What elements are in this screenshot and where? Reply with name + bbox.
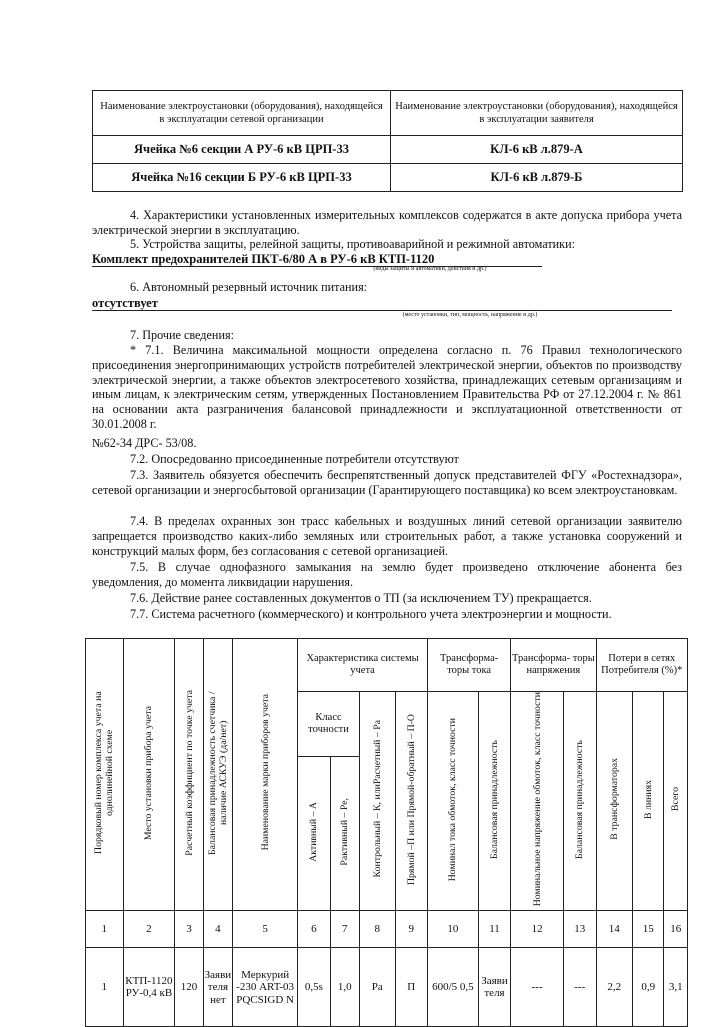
section-6-value: отсутствует <box>92 296 672 311</box>
section-5-title: 5. Устройства защиты, релейной защиты, противоаварийной и режимной автоматики: <box>130 237 576 251</box>
cell-loss-transformers: 2,2 <box>596 948 633 1027</box>
header-network: Наименование электроустановки (оборудования), находящейся в эксплуатации сетевой организации <box>93 91 391 136</box>
col-header-2: Место установки прибора учета <box>123 639 175 911</box>
section-7-5: 7.5. В случае однофазного замыкания на землю будет произведено отключение абонента без уведомления, до момента ликвидации нарушения. <box>92 560 682 589</box>
col-number: 9 <box>395 911 428 948</box>
col-header-15: В линиях <box>633 692 664 911</box>
section-5-hint: (виды защиты и автоматики, действия и др.) <box>373 266 487 272</box>
section-6-hint: (место установки, тип, мощность, напряжение и др.) <box>402 312 538 318</box>
col-header-8: Контрольный – К, илиРасчетный – Ра <box>359 692 395 911</box>
applicant-cell: КЛ-6 кВ л.879-Б <box>391 164 683 192</box>
section-7-1-number: №62-34 ДРС- 53/08. <box>92 436 197 450</box>
cell-ct-ownership: Заяви теля <box>478 948 510 1027</box>
section-7-3: 7.3. Заявитель обязуется обеспечить беспрепятственный допуск представителей ФГУ «Ростехнадзора», сетевой организации и энергосбытовой организации (Гарантирующего поставщика) ко всем электроустановкам. <box>92 468 682 497</box>
cell-ownership: Заяви теля нет <box>203 948 232 1027</box>
col-header-4: Балансовая принадлежность счетчика / наличие АСКУЭ (да/нет) <box>203 639 232 911</box>
col-number: 13 <box>564 911 596 948</box>
col-number: 4 <box>203 911 232 948</box>
group-header-characteristics: Характеристика системы учета <box>298 639 428 692</box>
col-header-11: Балансовая принадлежность <box>478 692 510 911</box>
col-number: 2 <box>123 911 175 948</box>
cell-ct-rating: 600/5 0,5 <box>428 948 479 1027</box>
col-number: 7 <box>330 911 359 948</box>
col-number: 1 <box>86 911 124 948</box>
col-number: 5 <box>233 911 298 948</box>
col-header-6: Активный – А <box>298 757 330 911</box>
section-6-title: 6. Автономный резервный источник питания: <box>130 280 368 294</box>
col-number: 11 <box>478 911 510 948</box>
network-cell: Ячейка №6 секции А РУ-6 кВ ЦРП-33 <box>93 136 391 164</box>
cell-meter-type: Ра <box>359 948 395 1027</box>
section-7-1: * 7.1. Величина максимальной мощности определена согласно п. 76 Правил технологического присоединения энергопринимающих устройств потребителей электрической энергии, объектов по производству электрической энергии, а также объектов электросетевого хозяйства, принадлежащих сетевым организациям и иным лицам, к электрическим сетям, утвержденных Постановлением Правительства РФ от 27.12.2004 г. № 861 на основании акта разграничения балансовой принадлежности и эксплуатационной ответственности от 30.01.2008 г. <box>92 343 682 431</box>
col-header-10: Номинал тока обмоток, класс точности <box>428 692 479 911</box>
cell-loss-lines: 0,9 <box>633 948 664 1027</box>
col-number: 16 <box>664 911 688 948</box>
cell-meter-model: Меркурий -230 ART-03 PQCSIGD N <box>233 948 298 1027</box>
section-7-title: 7. Прочие сведения: <box>130 328 234 342</box>
header-applicant: Наименование электроустановки (оборудования), находящейся в эксплуатации заявителя <box>391 91 683 136</box>
network-cell: Ячейка №16 секции Б РУ-6 кВ ЦРП-33 <box>93 164 391 192</box>
applicant-cell: КЛ-6 кВ л.879-А <box>391 136 683 164</box>
table-row <box>93 136 683 164</box>
cell-active-class: 0,5s <box>298 948 330 1027</box>
col-number: 10 <box>428 911 479 948</box>
table-row <box>86 948 688 1027</box>
col-number: 15 <box>633 911 664 948</box>
section-4: 4. Характеристики установленных измерительных комплексов содержатся в акте допуска прибора учета электрической энергии в эксплуатацию. <box>92 208 682 237</box>
cell-loss-total: 3,1 <box>664 948 688 1027</box>
cell-vt-rating: --- <box>511 948 564 1027</box>
col-number: 14 <box>596 911 633 948</box>
cell-vt-ownership: --- <box>564 948 596 1027</box>
col-number: 6 <box>298 911 330 948</box>
col-header-14: В трансформаторах <box>596 692 633 911</box>
cell-coefficient: 120 <box>175 948 203 1027</box>
col-number: 3 <box>175 911 203 948</box>
col-header-9: Прямой –П или Прямой-обратный – П-О <box>395 692 428 911</box>
section-7-7: 7.7. Система расчетного (коммерческого) и контрольного учета электроэнергии и мощности. <box>130 607 612 621</box>
cell-reactive-class: 1,0 <box>330 948 359 1027</box>
col-header-13: Балансовая принадлежность <box>564 692 596 911</box>
section-7-4: 7.4. В пределах охранных зон трасс кабельных и воздушных линий сетевой организации заявителю запрещается производство каких-либо земляных или строительных работ, а также установка сооружений и конструкций малых форм, без согласования с сетевой организацией. <box>92 514 682 558</box>
column-numbers-row <box>86 911 688 948</box>
col-header-3: Расчетный коэффициент по точке учета <box>175 639 203 911</box>
connection-table <box>92 90 683 192</box>
connection-table-header <box>93 91 683 136</box>
group-header-losses: Потери в сетях Потребителя (%)* <box>596 639 688 692</box>
metering-table <box>85 638 688 1027</box>
section-7-2: 7.2. Опосредованно присоединенные потребители отсутствуют <box>130 452 459 466</box>
cell-location: КТП-1120 РУ-0,4 кВ <box>123 948 175 1027</box>
group-header-current-transformers: Трансформа- торы тока <box>428 639 511 692</box>
section-5-value: Комплект предохранителей ПКТ-6/80 А в РУ-6 кВ КТП-1120 <box>92 252 542 267</box>
group-header-voltage-transformers: Трансформа- торы напряжения <box>511 639 596 692</box>
group-header-accuracy-class: Класс точности <box>298 692 360 757</box>
col-number: 12 <box>511 911 564 948</box>
section-7-6: 7.6. Действие ранее составленных документов о ТП (за исключением ТУ) прекращается. <box>130 591 592 605</box>
col-header-7: Рактивный – Ре, <box>330 757 359 911</box>
col-header-1: Порядковый номер комплекса учета на однолинейной схеме <box>86 639 124 911</box>
cell-number: 1 <box>86 948 124 1027</box>
col-header-12: Номинальное напряжение обмоток, класс точности <box>511 692 564 911</box>
col-number: 8 <box>359 911 395 948</box>
col-header-5: Наименование марки приборов учета <box>233 639 298 911</box>
table-row <box>93 164 683 192</box>
cell-direction: П <box>395 948 428 1027</box>
col-header-16: Всего <box>664 692 688 911</box>
